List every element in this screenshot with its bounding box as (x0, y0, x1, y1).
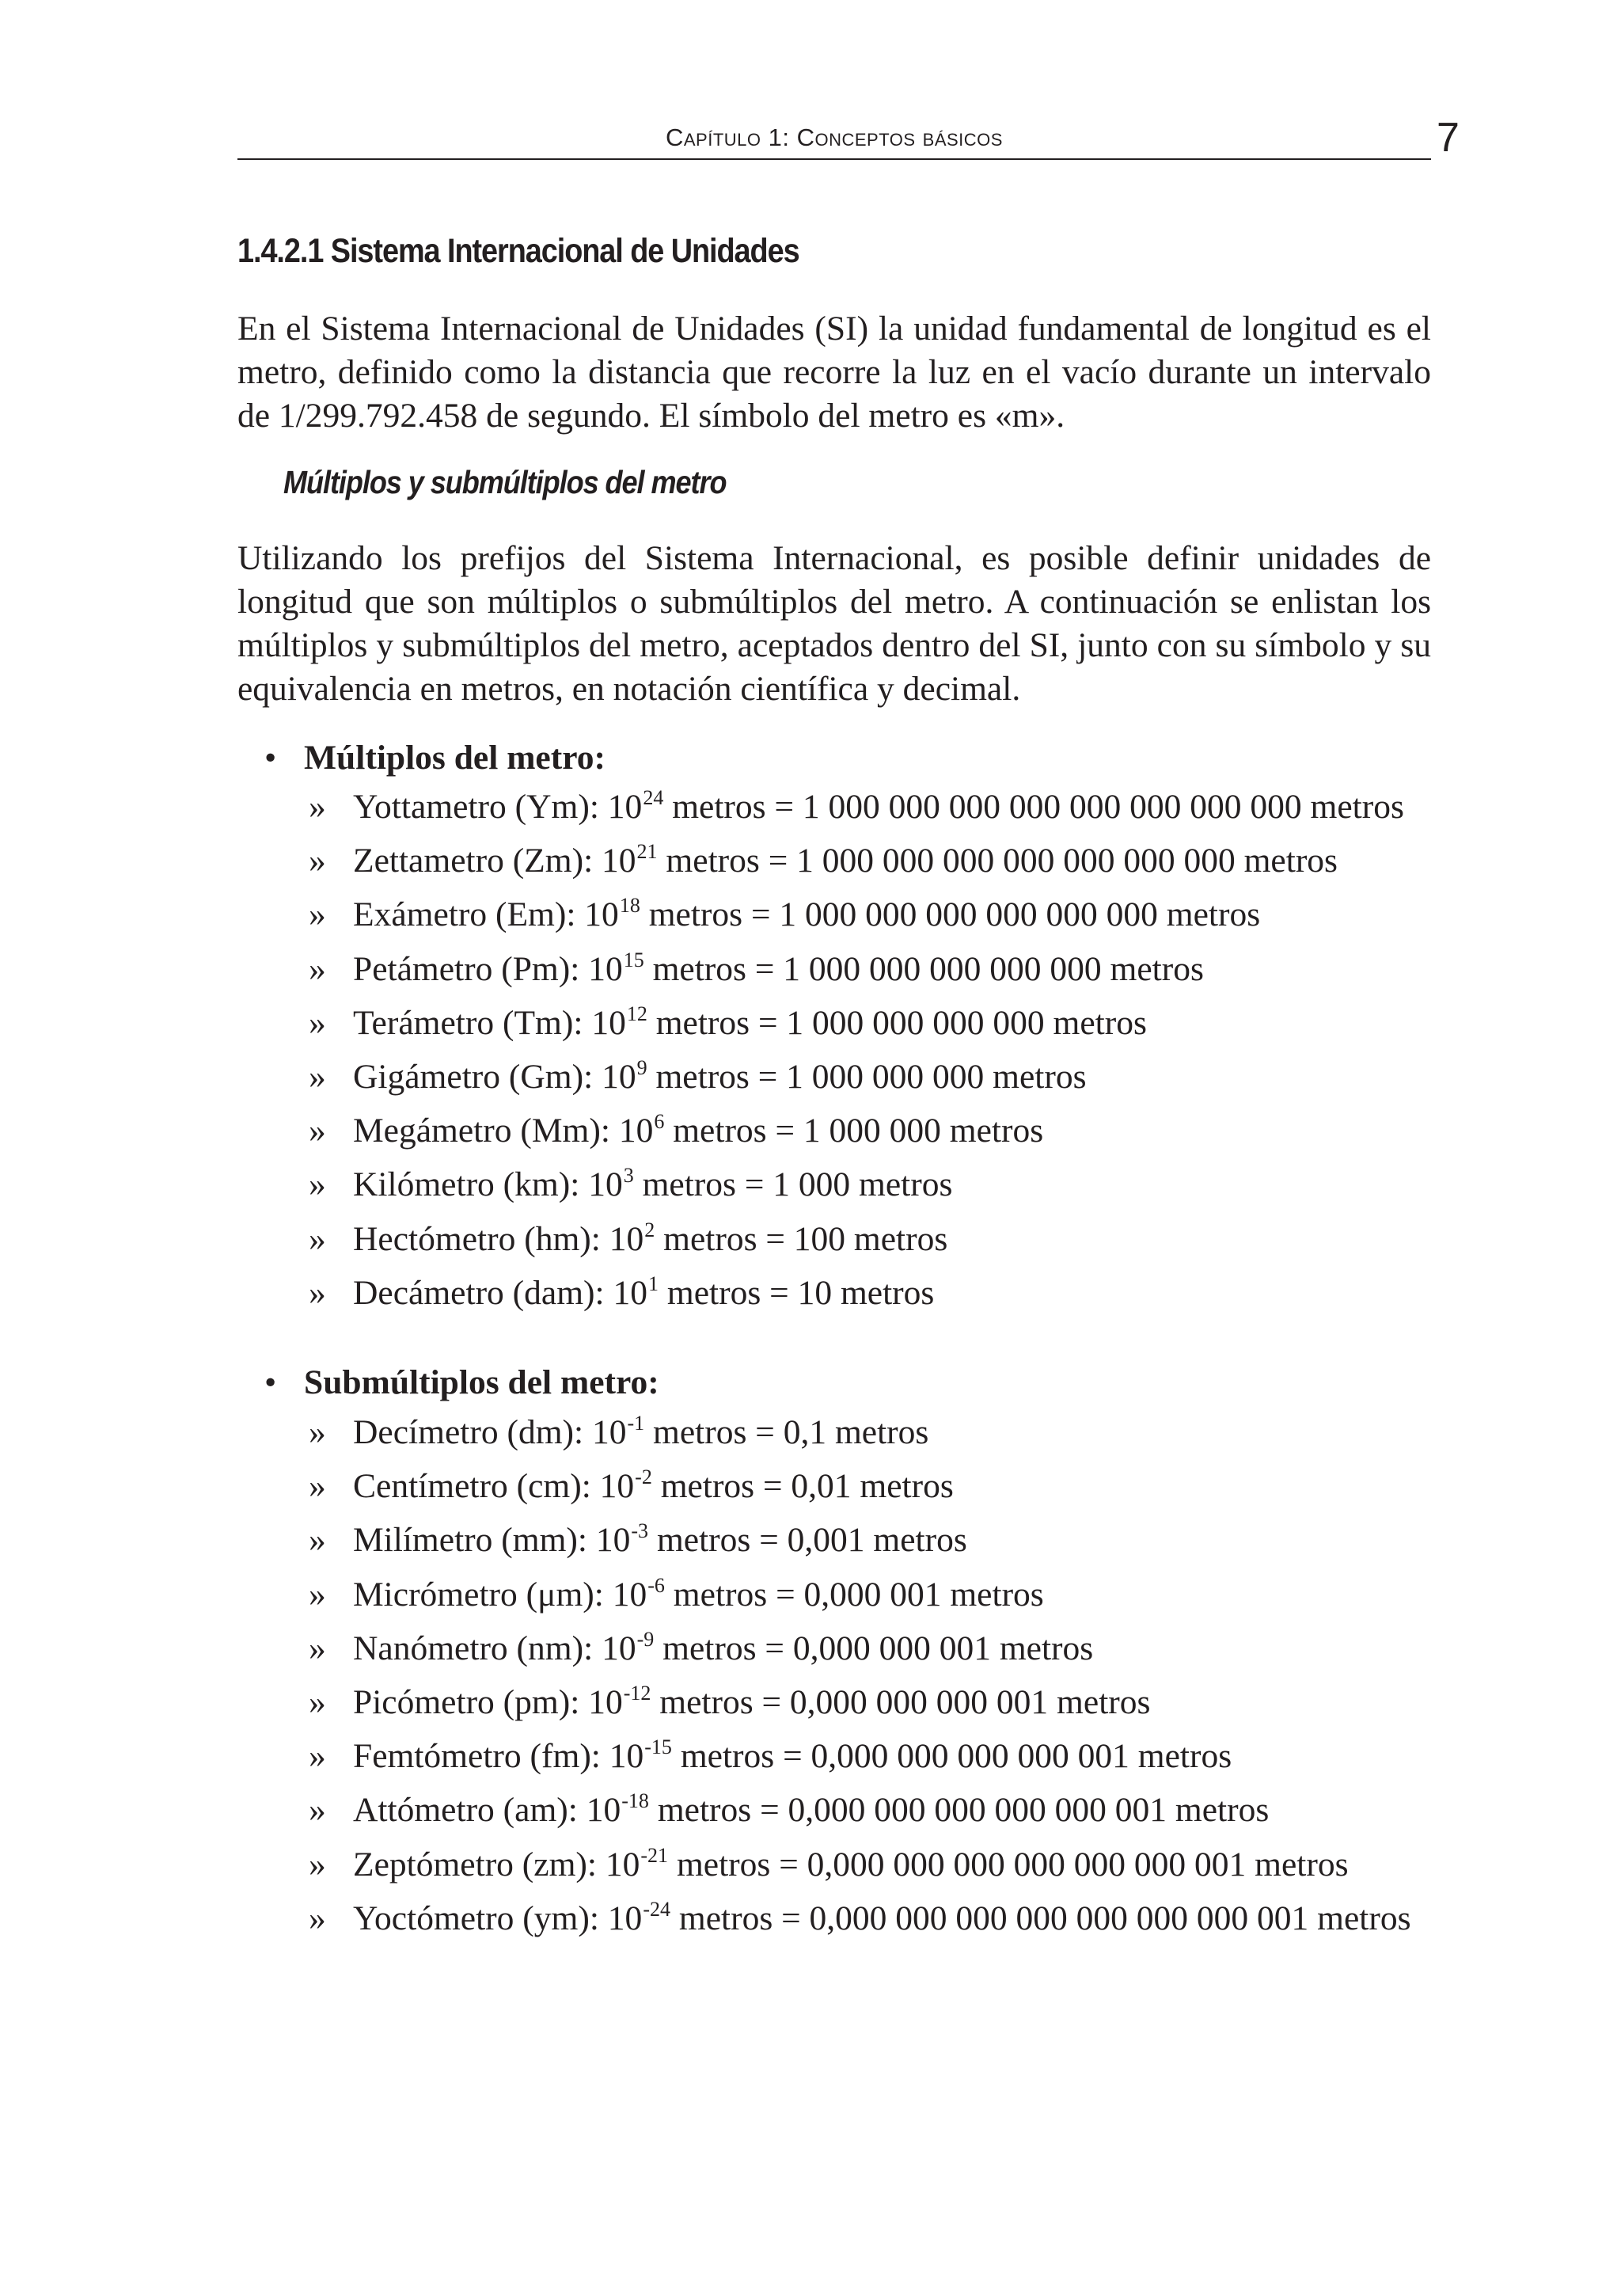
item-marker: » (309, 1413, 326, 1451)
list-item (309, 893, 1404, 947)
prefixes-paragraph: Utilizando los prefijos del Sistema Internacional, es posible definir unidades de longitud que son múltiplos o submúltiplos del metro. A continuación se enlistan los múltiplos y submúltiplos del metro, aceptados dentro del SI, junto con su símbolo y su equivalencia en metros, en notación científica y decimal. (237, 539, 1431, 708)
list-item (309, 839, 1404, 893)
item-name: Decímetro (dm): 10 (353, 1413, 627, 1451)
item-name: Zeptómetro (zm): 10 (353, 1845, 640, 1884)
list-item (309, 1002, 1404, 1055)
item-name: Zettametro (Zm): 10 (353, 842, 636, 880)
item-name: Megámetro (Mm): 10 (353, 1112, 654, 1150)
item-name: Decámetro (dam): 10 (353, 1273, 648, 1312)
section-title: 1.4.2.1 Sistema Internacional de Unidades (237, 232, 799, 270)
item-equivalence: metros = 1 000 000 000 000 000 metros (643, 949, 1204, 988)
item-marker: » (309, 1112, 326, 1150)
item-exponent: 12 (626, 1002, 647, 1025)
item-exponent: -12 (623, 1681, 651, 1705)
subsection-heading: Múltiplos y submúltiplos del metro (283, 464, 727, 500)
list-item (309, 1109, 1404, 1163)
item-marker: » (309, 1629, 326, 1667)
item-marker: » (309, 1003, 326, 1042)
item-exponent: -1 (627, 1412, 645, 1435)
item-marker: » (309, 1899, 326, 1937)
item-exponent: -6 (647, 1573, 665, 1597)
item-equivalence: metros = 0,000 000 000 000 001 metros (671, 1737, 1232, 1776)
item-name: Milímetro (mm): 10 (353, 1521, 631, 1560)
item-exponent: 21 (636, 840, 658, 864)
list-item (309, 1272, 1404, 1325)
item-equivalence: metros = 100 metros (655, 1219, 948, 1258)
item-marker: » (309, 895, 326, 934)
item-exponent: 18 (619, 894, 640, 918)
item-marker: » (309, 1057, 326, 1096)
item-marker: » (309, 1219, 326, 1258)
item-equivalence: metros = 0,001 metros (648, 1521, 967, 1560)
list-item (309, 1897, 1411, 1951)
item-name: Terámetro (Tm): 10 (353, 1003, 626, 1042)
chapter-title: Capítulo 1: Conceptos básicos (666, 124, 1003, 151)
intro-paragraph: En el Sistema Internacional de Unidades (SI) la unidad fundamental de longitud es el metro, definido como la distancia que recorre la luz en el vacío durante un intervalo de 1/299.792.458 de segundo. El símbolo del metro es «m». (237, 310, 1431, 435)
item-equivalence: metros = 0,000 001 metros (664, 1575, 1044, 1614)
item-exponent: 3 (623, 1164, 634, 1188)
submultiples-list (309, 1411, 1411, 1951)
item-marker: » (309, 1791, 326, 1830)
item-equivalence: metros = 0,000 000 000 001 metros (651, 1682, 1151, 1721)
item-exponent: 15 (623, 948, 644, 971)
item-marker: » (309, 1575, 326, 1614)
item-exponent: 2 (644, 1218, 655, 1241)
item-equivalence: metros = 1 000 000 000 000 000 000 metros (640, 895, 1261, 934)
item-marker: » (309, 1467, 326, 1506)
item-equivalence: metros = 1 000 metros (633, 1165, 953, 1204)
list-item (309, 1163, 1404, 1217)
list-item (309, 1573, 1411, 1627)
item-equivalence: metros = 1 000 000 000 000 000 000 000 metros (657, 842, 1338, 880)
item-exponent: -21 (640, 1843, 669, 1867)
item-name: Kilómetro (km): 10 (353, 1165, 623, 1204)
bullet-dot: • (264, 739, 277, 777)
item-name: Attómetro (am): 10 (353, 1791, 621, 1830)
item-marker: » (309, 788, 326, 826)
item-exponent: -9 (636, 1627, 655, 1651)
item-name: Yottametro (Ym): 10 (353, 788, 643, 826)
item-equivalence: metros = 0,000 000 000 000 000 000 000 001 metros (670, 1899, 1411, 1937)
submultiples-heading (264, 1361, 659, 1405)
list-item (309, 1843, 1411, 1897)
item-marker: » (309, 1273, 326, 1312)
item-name: Centímetro (cm): 10 (353, 1467, 635, 1506)
item-equivalence: metros = 1 000 000 000 metros (647, 1057, 1087, 1096)
item-exponent: 1 (648, 1272, 659, 1295)
item-name: Micrómetro (μm): 10 (353, 1575, 647, 1614)
item-equivalence: metros = 10 metros (659, 1273, 935, 1312)
item-name: Exámetro (Em): 10 (353, 895, 619, 934)
page-number: 7 (1437, 115, 1460, 161)
item-name: Nanómetro (nm): 10 (353, 1629, 636, 1667)
item-name: Hectómetro (hm): 10 (353, 1219, 644, 1258)
list-item (309, 1411, 1411, 1465)
item-equivalence: metros = 1 000 000 metros (664, 1112, 1044, 1150)
multiples-heading (264, 736, 606, 780)
item-name: Yoctómetro (ym): 10 (353, 1899, 643, 1937)
item-marker: » (309, 949, 326, 988)
item-marker: » (309, 1165, 326, 1204)
item-equivalence: metros = 0,000 000 000 000 000 001 metros (648, 1791, 1270, 1830)
item-name: Femtómetro (fm): 10 (353, 1737, 644, 1776)
item-marker: » (309, 1737, 326, 1776)
list-item (309, 1681, 1411, 1735)
bullet-dot: • (264, 1363, 277, 1401)
item-exponent: -15 (644, 1735, 672, 1759)
item-exponent: 9 (636, 1055, 647, 1079)
multiples-heading-label: Múltiplos del metro: (304, 739, 606, 777)
item-equivalence: metros = 0,01 metros (651, 1467, 954, 1506)
item-equivalence: metros = 0,000 000 001 metros (654, 1629, 1094, 1667)
item-marker: » (309, 1682, 326, 1721)
item-name: Picómetro (pm): 10 (353, 1682, 623, 1721)
item-exponent: 24 (643, 786, 664, 809)
list-item (309, 1055, 1404, 1109)
multiples-list (309, 785, 1404, 1325)
list-item (309, 1465, 1411, 1519)
item-exponent: -18 (621, 1789, 649, 1813)
list-item (309, 948, 1404, 1002)
item-equivalence: metros = 1 000 000 000 000 metros (647, 1003, 1147, 1042)
item-exponent: 6 (654, 1110, 665, 1134)
item-name: Petámetro (Pm): 10 (353, 949, 623, 988)
list-item (309, 1735, 1411, 1789)
item-exponent: -2 (635, 1465, 652, 1489)
item-name: Gigámetro (Gm): 10 (353, 1057, 636, 1096)
item-equivalence: metros = 0,000 000 000 000 000 000 001 metros (668, 1845, 1349, 1884)
list-item (309, 785, 1404, 839)
list-item (309, 1519, 1411, 1572)
item-marker: » (309, 1845, 326, 1884)
item-equivalence: metros = 0,1 metros (644, 1413, 929, 1451)
item-equivalence: metros = 1 000 000 000 000 000 000 000 000 metros (663, 788, 1404, 826)
item-exponent: -24 (643, 1897, 670, 1921)
item-marker: » (309, 1521, 326, 1560)
submultiples-heading-label: Submúltiplos del metro: (304, 1363, 659, 1401)
list-item (309, 1627, 1411, 1681)
running-header (237, 117, 1431, 160)
list-item (309, 1789, 1411, 1842)
list-item (309, 1218, 1404, 1272)
item-marker: » (309, 842, 326, 880)
item-exponent: -3 (631, 1519, 649, 1543)
